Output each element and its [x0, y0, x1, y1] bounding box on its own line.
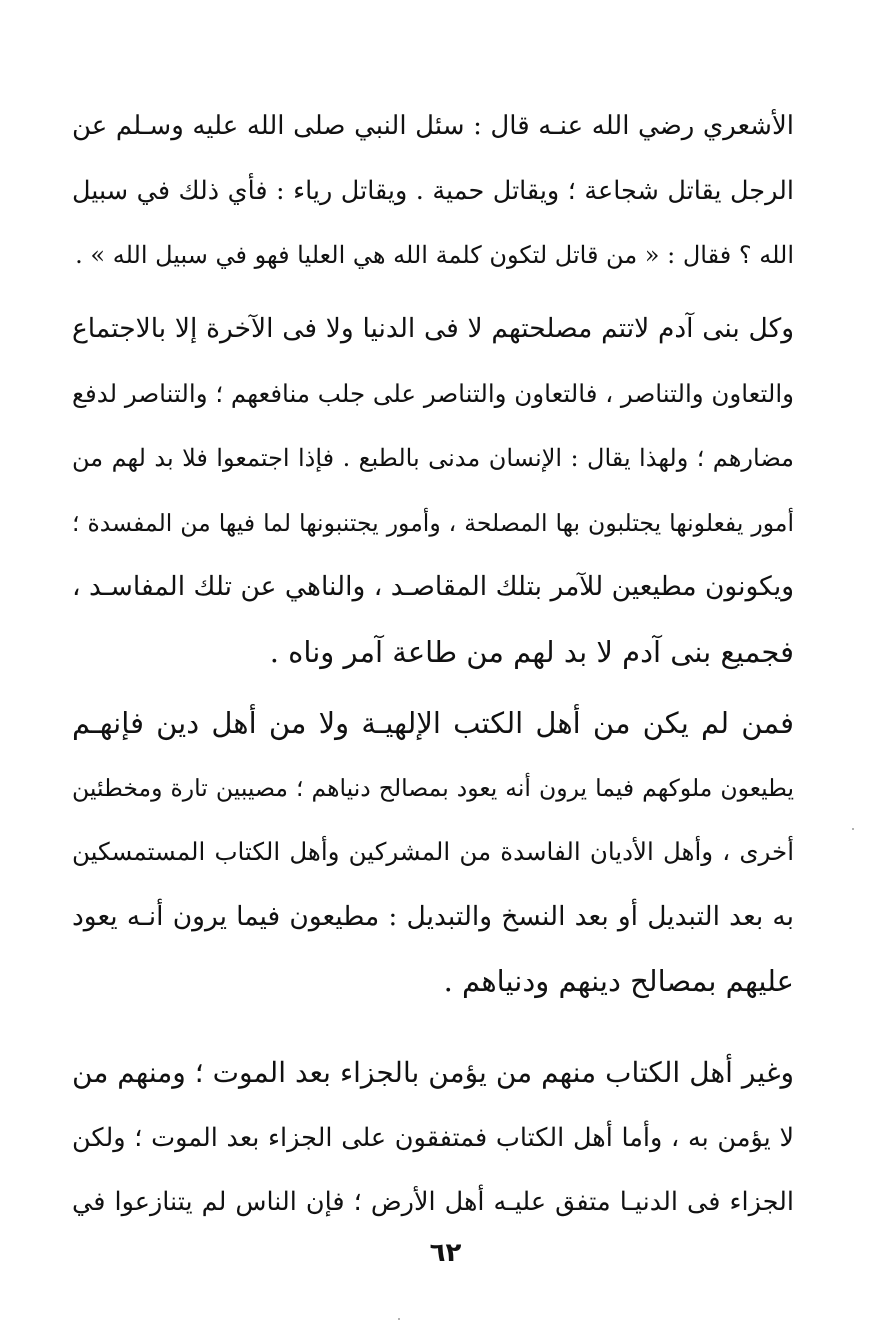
- text-line: أمور يفعلونها يجتلبون بها المصلحة ، وأمور يجتنبونها لما فيها من المفسدة ؛: [72, 508, 794, 537]
- text-line: الرجل يقاتل شجاعة ؛ ويقاتل حمية . ويقاتل رياء : فأي ذلك في سبيل: [72, 175, 794, 206]
- text-line: أخرى ، وأهل الأديان الفاسدة من المشركين وأهل الكتاب المستمسكين: [72, 837, 794, 866]
- text-line: ويكونون مطيعين للآمر بتلك المقاصـد ، والناهي عن تلك المفاسـد ،: [72, 571, 794, 602]
- text-line: فجميع بنى آدم لا بد لهم من طاعة آمر وناه .: [269, 634, 794, 669]
- paragraph-4: [72, 1041, 794, 1235]
- paragraph-3: [72, 691, 794, 1014]
- text-line: يطيعون ملوكهم فيما يرون أنه يعود بمصالح دنياهم ؛ مصيبين تارة ومخطئين: [72, 773, 794, 802]
- text-line: به بعد التبديل أو بعد النسخ والتبديل : مطيعون فيما يرون أنـه يعود: [72, 900, 794, 932]
- scan-speck: [852, 828, 854, 830]
- text-line: وغير أهل الكتاب منهم من يؤمن بالجزاء بعد الموت ؛ ومنهم من: [72, 1056, 794, 1089]
- text-line: لا يؤمن به ، وأما أهل الكتاب فمتفقون على الجزاء بعد الموت ؛ ولكن: [72, 1122, 794, 1153]
- paragraph-1: [72, 94, 794, 288]
- text-line: الجزاء فى الدنيـا متفق عليـه أهل الأرض ؛ فإن الناس لم يتنازعوا في: [72, 1187, 794, 1217]
- scan-speck: [398, 1318, 400, 1320]
- text-line: وكل بنى آدم لاتتم مصلحتهم لا فى الدنيا ولا فى الآخرة إلا بالاجتماع: [72, 313, 794, 344]
- text-line: والتعاون والتناصر ، فالتعاون والتناصر على جلب منافعهم ؛ والتناصر لدفع: [72, 378, 794, 408]
- text-line: مضارهم ؛ ولهذا يقال : الإنسان مدنى بالطبع . فإذا اجتمعوا فلا بد لهم من: [72, 444, 794, 472]
- paragraph-2: [72, 297, 794, 684]
- text-line: فمن لم يكن من أهل الكتب الإلهيـة ولا من أهل دين فإنهـم: [72, 706, 794, 740]
- text-line: الله ؟ فقال : « من قاتل لتكون كلمة الله هي العليا فهو في سبيل الله » .: [75, 241, 794, 269]
- text-line: الأشعري رضي الله عنـه قال : سئل النبي صلى الله عليه وسـلم عن: [72, 111, 794, 141]
- page-number: ٦٢: [429, 1238, 462, 1268]
- text-line: عليهم بمصالح دينهم ودنياهم .: [443, 964, 794, 998]
